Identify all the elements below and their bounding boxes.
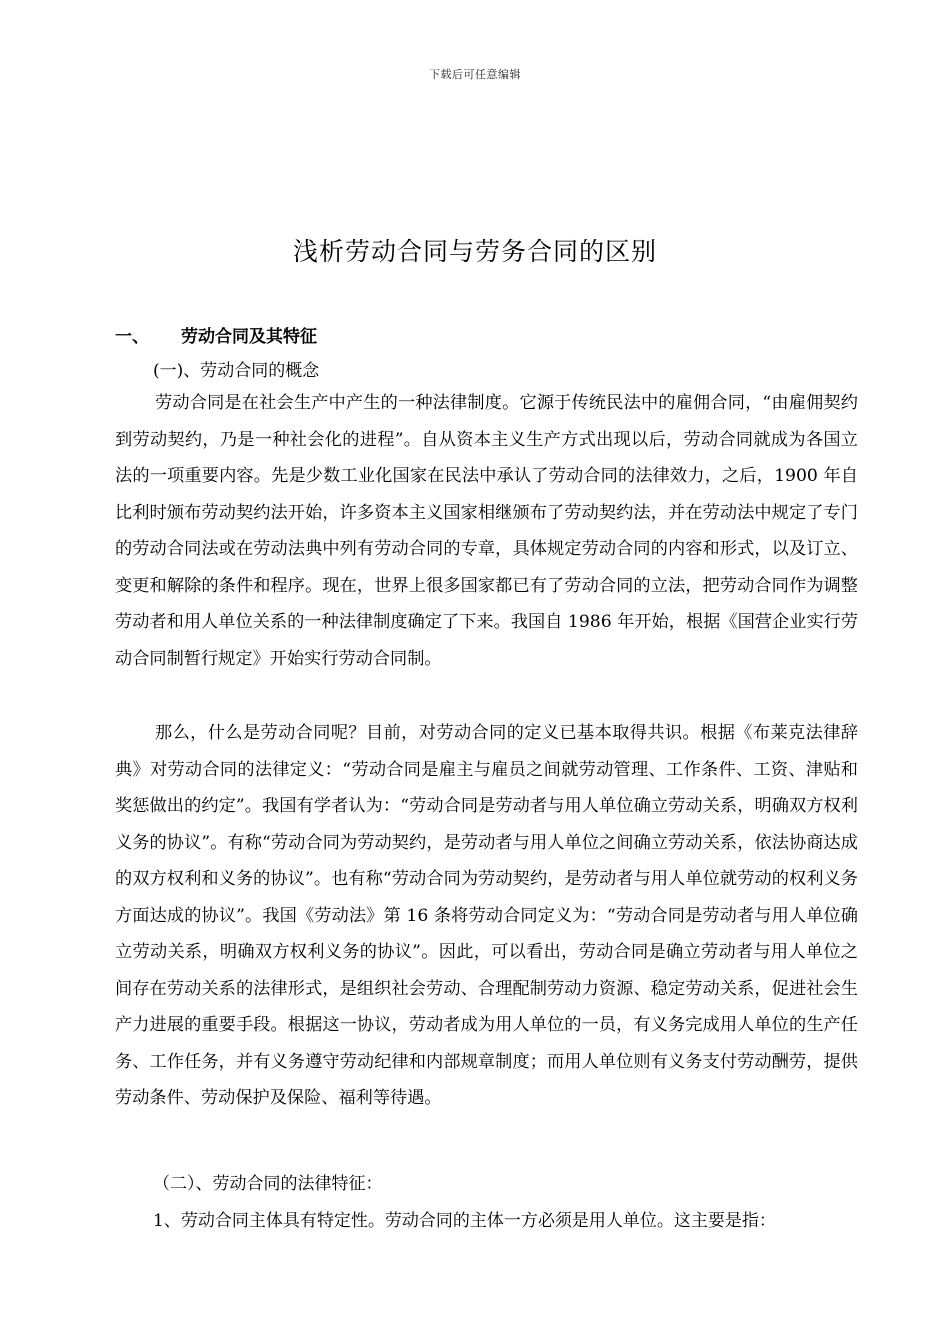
paragraph-text: 那么，什么是劳动合同呢？目前，对劳动合同的定义已基本取得共识。根据《布莱克法律辞典》对劳动合同的法律定义：“劳动合同是雇主与雇员之间就劳动管理、工作条件、工资、津贴和奖惩做出的约定”。我国有学者认为：“劳动合同是劳动者与用人单位确立劳动关系，明确双方权利义务的协议”。有称“劳动合同为劳动契约，是劳动者与用人单位之间确立劳动关系，依法协商达成的双方权利和义务的协议”。也有称“劳动合同为劳动契约，是劳动者与用人单位就劳动的权利义务方面达成的协议”。我国《劳动法》第 16 条将劳动合同定义为：“劳动合同是劳动者与用人单位确立劳动关系，明确双方权利义务的协议”。因此，可以看出，劳动合同是确立劳动者与用人单位之间存在劳动关系的法律形式，是组织社会劳动、合理配制劳动力资源、稳定劳动关系，促进社会生产力进展的重要手段。根据这一协议，劳动者成为用人单位的一员，有义务完成用人单位的生产任务、工作任务，并有义务遵守劳动纪律和内部规章制度；而用人单位则有义务支付劳动酬劳，提供劳动条件、劳动保护及保险、福利等待遇。 bbox=[115, 723, 858, 1108]
paragraph-definition bbox=[115, 715, 858, 1117]
subsection-heading-concept: (一)、劳动合同的概念 bbox=[153, 361, 320, 381]
paragraph-concept-history bbox=[115, 385, 858, 677]
section-number: 一、 bbox=[115, 327, 149, 347]
document-title: 浅析劳动合同与劳务合同的区别 bbox=[292, 237, 657, 266]
list-item-point-1: 1、劳动合同主体具有特定性。劳动合同的主体一方必须是用人单位。这主要是指： bbox=[153, 1211, 776, 1231]
header-note: 下载后可任意编辑 bbox=[429, 68, 521, 81]
subsection-heading-features: （二）、劳动合同的法律特征： bbox=[153, 1174, 383, 1194]
paragraph-text: 劳动合同是在社会生产中产生的一种法律制度。它源于传统民法中的雇佣合同，“由雇佣契约到劳动契约，乃是一种社会化的进程”。自从资本主义生产方式出现以后，劳动合同就成为各国立法的一项重要内容。先是少数工业化国家在民法中承认了劳动合同的法律效力，之后，1900 年自比利时颁布劳动契约法开始，许多资本主义国家相继颁布了劳动契约法，并在劳动法中规定了专门的劳动合同法或在劳动法典中列有劳动合同的专章，具体规定劳动合同的内容和形式，以及订立、变更和解除的条件和程序。现在，世界上很多国家都已有了劳动合同的立法，把劳动合同作为调整劳动者和用人单位关系的一种法律制度确定了下来。我国自 1986 年开始，根据《国营企业实行劳动合同制暂行规定》开始实行劳动合同制。 bbox=[115, 393, 858, 669]
section-heading-text: 劳动合同及其特征 bbox=[181, 327, 317, 347]
section-heading bbox=[115, 322, 317, 347]
